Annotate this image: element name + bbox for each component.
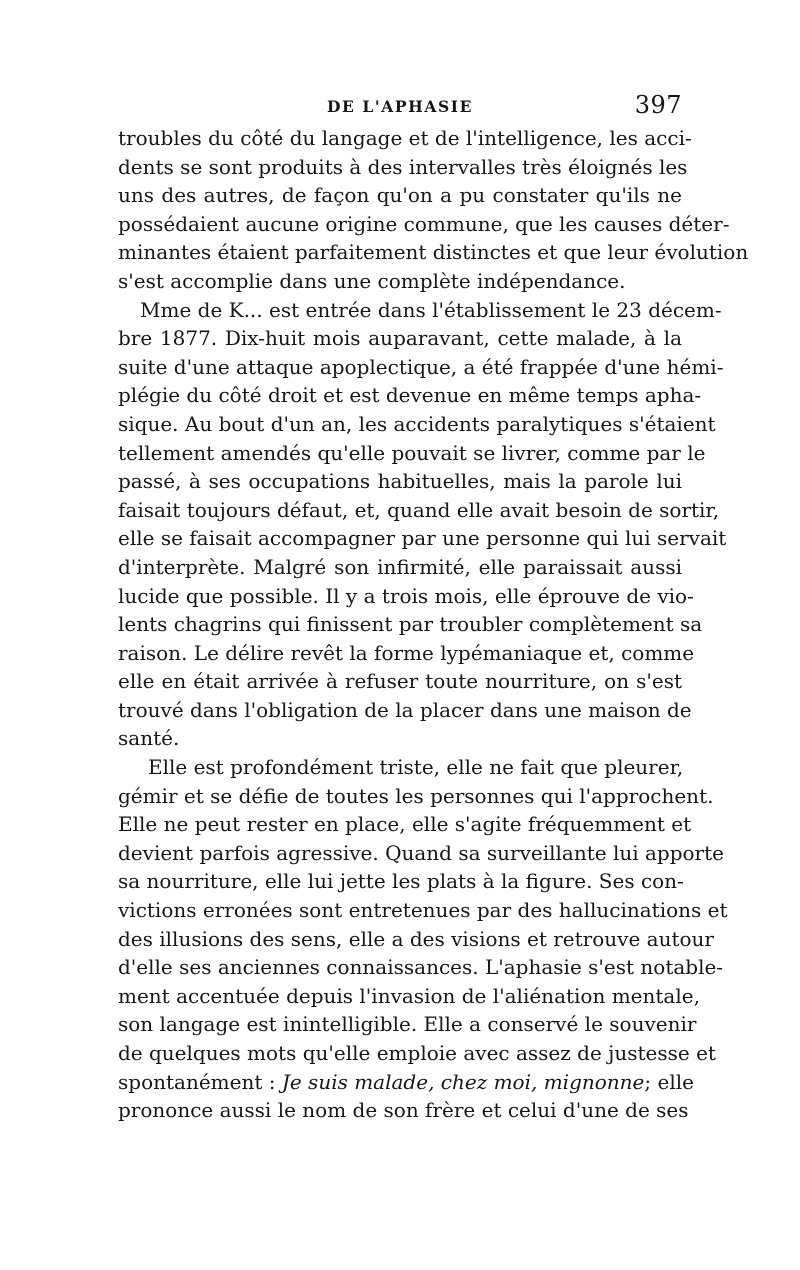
text-line: Mme de K... est entrée dans l'établissement le 23 décem- [140, 297, 722, 322]
text-line: lucide que possible. Il y a trois mois, elle éprouve de vio- [118, 583, 694, 608]
quoted-words: Je suis malade, chez moi, mignonne [281, 1069, 645, 1094]
text-line: de quelques mots qu'elle emploie avec assez de justesse et [118, 1041, 716, 1065]
text-line: gémir et se défie de toutes les personnes qui l'approchent. [118, 783, 714, 808]
text-line: dents se sont produits à des intervalles très éloignés les [118, 154, 688, 179]
text-line: Elle ne peut rester en place, elle s'agite fréquemment et [118, 812, 692, 837]
page-number: 397 [634, 91, 682, 119]
text-line: prononce aussi le nom de son frère et celui d'une de ses [118, 1098, 689, 1123]
text-line: minantes étaient parfaitement distinctes et que leur évolution [118, 240, 749, 265]
text-line: sique. Au bout d'un an, les accidents paralytiques s'étaient [118, 411, 716, 436]
text-line: devient parfois agressive. Quand sa surveillante lui apporte [118, 840, 724, 865]
text-line: faisait toujours défaut, et, quand elle avait besoin de sortir, [118, 497, 720, 522]
text-line: passé, à ses occupations habituelles, mais la parole lui [118, 469, 682, 494]
text-line: d'elle ses anciennes connaissances. L'aphasie s'est notable- [118, 955, 724, 980]
text-line: sa nourriture, elle lui jette les plats à la figure. Ses con- [118, 869, 684, 894]
text-line: uns des autres, de façon qu'on a pu constater qu'ils ne [118, 183, 682, 208]
text-line: tellement amendés qu'elle pouvait se livrer, comme par le [118, 440, 706, 465]
running-title: DE L'APHASIE [326, 97, 474, 116]
running-head [118, 92, 682, 122]
text-line: s'est accomplie dans une complète indépendance. [118, 268, 626, 293]
text-line: victions erronées sont entretenues par des hallucinations et [118, 898, 728, 923]
text-line: ment accentuée depuis l'invasion de l'aliénation mentale, [118, 983, 700, 1008]
text-line: d'interprète. Malgré son infirmité, elle paraissait aussi [118, 554, 682, 579]
text-line: elle se faisait accompagner par une personne qui lui servait [118, 526, 727, 551]
text-line: Elle est profondément triste, elle ne fait que pleurer, [148, 755, 684, 780]
text-fragment: spontanément : [118, 1069, 282, 1094]
text-line: suite d'une attaque apoplectique, a été frappée d'une hémi- [118, 354, 724, 379]
text-fragment: ; elle [644, 1069, 694, 1094]
body-text [118, 124, 749, 1154]
text-line-with-quote [118, 1068, 694, 1097]
text-line: elle en était arrivée à refuser toute nourriture, on s'est [118, 669, 682, 694]
text-line: raison. Le délire revêt la forme lypémaniaque et, comme [118, 640, 695, 665]
text-line: santé. [118, 726, 180, 751]
text-line: lents chagrins qui finissent par troubler complètement sa [118, 612, 703, 637]
text-line: troubles du côté du langage et de l'intelligence, les acci- [118, 126, 692, 150]
text-line: des illusions des sens, elle a des visions et retrouve autour [118, 926, 714, 951]
text-line: son langage est inintelligible. Elle a conservé le souvenir [118, 1012, 697, 1037]
text-line: bre 1877. Dix-huit mois auparavant, cette malade, à la [118, 326, 682, 351]
text-line: possédaient aucune origine commune, que les causes déter- [118, 211, 730, 236]
text-line: plégie du côté droit et est devenue en même temps apha- [118, 383, 702, 408]
text-line: trouvé dans l'obligation de la placer dans une maison de [118, 697, 692, 722]
